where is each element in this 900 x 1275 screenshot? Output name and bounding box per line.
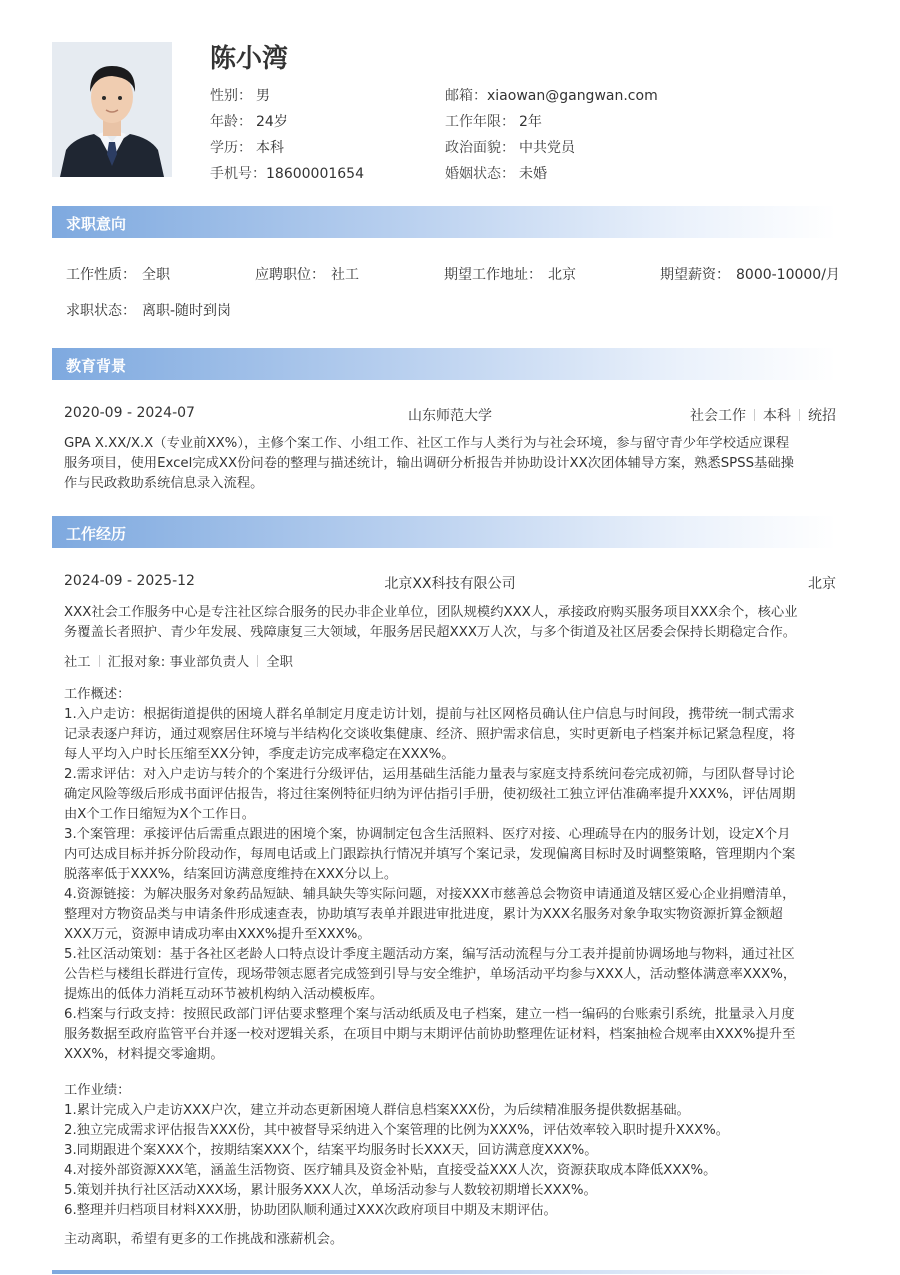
intent-type-value: 全职 xyxy=(142,267,170,283)
company-desc-line: XXX社会工作服务中心是专注社区综合服务的民办非企业单位，团队规模约XXX人，承接政府购买服务项目XXX余个，核心业 xyxy=(64,605,798,620)
section-header-work xyxy=(52,516,836,548)
overview-line: 公告栏与楼组长群进行宣传，现场带领志愿者完成签到引导与安全维护，单场活动平均参与XXX人，活动整体满意率XXX%， xyxy=(64,967,797,982)
years-row xyxy=(445,111,542,131)
work-tags xyxy=(64,651,293,670)
phone-label: 手机号： xyxy=(210,166,266,182)
overview-line: 内可达成目标并拆分阶段动作，每周电话或上门跟踪执行情况并填写个案记录，发现偏离目标时及时调整策略，管理期内个案 xyxy=(64,847,796,862)
work-role: 社工 xyxy=(64,655,91,670)
years-label: 工作年限： xyxy=(445,114,515,130)
achievement-line: 3.同期跟进个案XXX个，按期结案XXX个，结案平均服务时长XXX天，回访满意度XXX%。 xyxy=(64,1143,598,1158)
education-period: 2020-09 - 2024-07 xyxy=(64,405,195,421)
intent-status-value: 离职-随时到岗 xyxy=(142,303,232,319)
education-mode: 统招 xyxy=(808,408,836,424)
education-description xyxy=(64,434,838,494)
marital-value: 未婚 xyxy=(519,166,547,182)
education-meta xyxy=(690,405,836,425)
work-employment: 全职 xyxy=(266,655,293,670)
email-label: 邮箱： xyxy=(445,88,487,104)
candidate-name: 陈小湾 xyxy=(210,44,289,74)
overview-line: 服务数据至政府监管平台并逐一校对逻辑关系，在项目中期与末期评估前协助整理佐证材料，档案抽检合规率由XXX%提升至 xyxy=(64,1027,796,1042)
work-period: 2024-09 - 2025-12 xyxy=(64,573,195,589)
education-line: 服务项目，使用Excel完成XX份问卷的整理与描述统计，输出调研分析报告并协助设计XX次团体辅导方案，熟悉SPSS基础操 xyxy=(64,456,794,471)
leave-reason: 主动离职，希望有更多的工作挑战和涨薪机会。 xyxy=(64,1232,344,1247)
section-title-intent: 求职意向 xyxy=(66,215,127,233)
overview-line: 整理对方物资品类与申请条件形成速查表，协助填写表单并跟进审批进度，累计为XXX名服务对象争取实物资源折算金额超 xyxy=(64,907,783,922)
company-desc-line: 务覆盖长者照护、青少年发展、残障康复三大领域，年服务居民超XXX万人次，与多个街道及社区居委会保持长期稳定合作。 xyxy=(64,625,797,640)
overview-line: 2.需求评估：对入户走访与转介的个案进行分级评估，运用基础生活能力量表与家庭支持系统问卷完成初筛，与团队督导讨论 xyxy=(64,767,795,782)
achievements-title: 工作业绩： xyxy=(64,1083,131,1098)
company-description xyxy=(64,603,838,643)
marital-label: 婚姻状态： xyxy=(445,166,515,182)
overview-line: 3.个案管理：承接评估后需重点跟进的困境个案，协调制定包含生活照料、医疗对接、心理疏导在内的服务计划，设定X个月 xyxy=(64,827,791,842)
divider xyxy=(257,655,258,667)
section-title-work: 工作经历 xyxy=(66,525,127,543)
section-header-education xyxy=(52,348,836,380)
work-report: 汇报对象: 事业部负责人 xyxy=(107,655,250,670)
intent-position-label: 应聘职位： xyxy=(255,267,325,283)
age-label: 年龄： xyxy=(210,114,252,130)
work-city: 北京 xyxy=(808,576,836,592)
political-label: 政治面貌： xyxy=(445,140,515,156)
email-row xyxy=(445,85,658,105)
intent-type xyxy=(66,264,170,284)
overview-line: XXX万元，资源申请成功率由XXX%提升至XXX%。 xyxy=(64,927,371,942)
overview-line: 4.资源链接：为解决服务对象药品短缺、辅具缺失等实际问题，对接XXX市慈善总会物资申请通道及辖区爱心企业捐赠清单， xyxy=(64,887,796,902)
section-title-education: 教育背景 xyxy=(66,357,127,375)
intent-location xyxy=(444,264,576,284)
intent-salary-value: 8000-10000/月 xyxy=(736,267,840,283)
divider xyxy=(754,409,755,421)
overview-line: XXX%，材料提交零逾期。 xyxy=(64,1047,224,1062)
overview-line: 记录表逐户拜访，通过观察居住环境与半结构化交谈收集健康、经济、照护需求信息，实时更新电子档案并标记紧急程度，将 xyxy=(64,727,796,742)
section-header-intent xyxy=(52,206,836,238)
age-value: 24岁 xyxy=(256,114,288,130)
profile-photo xyxy=(52,42,172,177)
overview-line: 5.社区活动策划：基于各社区老龄人口特点设计季度主题活动方案，编写活动流程与分工表并提前协调场地与物料，通过社区 xyxy=(64,947,795,962)
overview-line: 提炼出的低体力消耗互动环节被机构纳入活动模板库。 xyxy=(64,987,384,1002)
overview-line: 确定风险等级后形成书面评估报告，将过往案例特征归纳为评估指引手册，使初级社工独立评估准确率提升XXX%，评估周期 xyxy=(64,787,796,802)
education-major: 社会工作 xyxy=(690,408,746,424)
degree-row xyxy=(210,137,284,157)
education-level: 本科 xyxy=(763,408,791,424)
overview-line: 脱落率低于XXX%，结案回访满意度维持在XXX分以上。 xyxy=(64,867,398,882)
achievement-line: 5.策划并执行社区活动XXX场，累计服务XXX人次，单场活动参与人数较初期增长XXX%。 xyxy=(64,1183,597,1198)
intent-type-label: 工作性质： xyxy=(66,267,136,283)
achievement-line: 4.对接外部资源XXX笔，涵盖生活物资、医疗辅具及资金补贴，直接受益XXX人次，资源获取成本降低XXX%。 xyxy=(64,1163,717,1178)
work-achievements xyxy=(64,1081,838,1221)
intent-salary xyxy=(660,264,840,284)
intent-location-value: 北京 xyxy=(548,267,576,283)
political-row xyxy=(445,137,575,157)
gender-label: 性别： xyxy=(210,88,252,104)
intent-status xyxy=(66,300,231,320)
divider xyxy=(99,655,100,667)
phone-value: 18600001654 xyxy=(266,166,364,182)
bottom-divider xyxy=(52,1270,836,1274)
political-value: 中共党员 xyxy=(519,140,575,156)
person-portrait-icon xyxy=(52,42,172,177)
email-value: xiaowan@gangwan.com xyxy=(487,88,658,104)
overview-title: 工作概述： xyxy=(64,687,131,702)
divider xyxy=(799,409,800,421)
age-row xyxy=(210,111,288,131)
work-overview xyxy=(64,685,838,1065)
intent-location-label: 期望工作地址： xyxy=(444,267,542,283)
overview-line: 每人平均入户时长压缩至XX分钟，季度走访完成率稳定在XXX%。 xyxy=(64,747,455,762)
overview-line: 1.入户走访：根据街道提供的困境人群名单制定月度走访计划，提前与社区网格员确认住户信息与时间段，携带统一制式需求 xyxy=(64,707,795,722)
gender-row xyxy=(210,85,270,105)
years-value: 2年 xyxy=(519,114,542,130)
education-line: GPA X.XX/X.X（专业前XX%），主修个案工作、小组工作、社区工作与人类行为与社会环境，参与留守青少年学校适应课程 xyxy=(64,436,790,451)
work-company: 北京XX科技有限公司 xyxy=(384,576,516,592)
gender-value: 男 xyxy=(256,88,270,104)
education-line: 作与民政救助系统信息录入流程。 xyxy=(64,476,264,491)
overview-line: 由X个工作日缩短为X个工作日。 xyxy=(64,807,256,822)
intent-salary-label: 期望薪资： xyxy=(660,267,730,283)
achievement-line: 6.整理并归档项目材料XXX册，协助团队顺利通过XXX次政府项目中期及末期评估。 xyxy=(64,1203,557,1218)
education-school: 山东师范大学 xyxy=(408,408,492,424)
achievement-line: 2.独立完成需求评估报告XXX份，其中被督导采纳进入个案管理的比例为XXX%，评估效率较入职时提升XXX%。 xyxy=(64,1123,730,1138)
degree-label: 学历： xyxy=(210,140,252,156)
intent-position xyxy=(255,264,359,284)
marital-row xyxy=(445,163,547,183)
achievement-line: 1.累计完成入户走访XXX户次，建立并动态更新困境人群信息档案XXX份，为后续精准服务提供数据基础。 xyxy=(64,1103,690,1118)
degree-value: 本科 xyxy=(256,140,284,156)
intent-position-value: 社工 xyxy=(331,267,359,283)
intent-status-label: 求职状态： xyxy=(66,303,136,319)
overview-line: 6.档案与行政支持：按照民政部门评估要求整理个案与活动纸质及电子档案，建立一档一编码的台账索引系统，批量录入月度 xyxy=(64,1007,795,1022)
phone-row xyxy=(210,163,364,183)
